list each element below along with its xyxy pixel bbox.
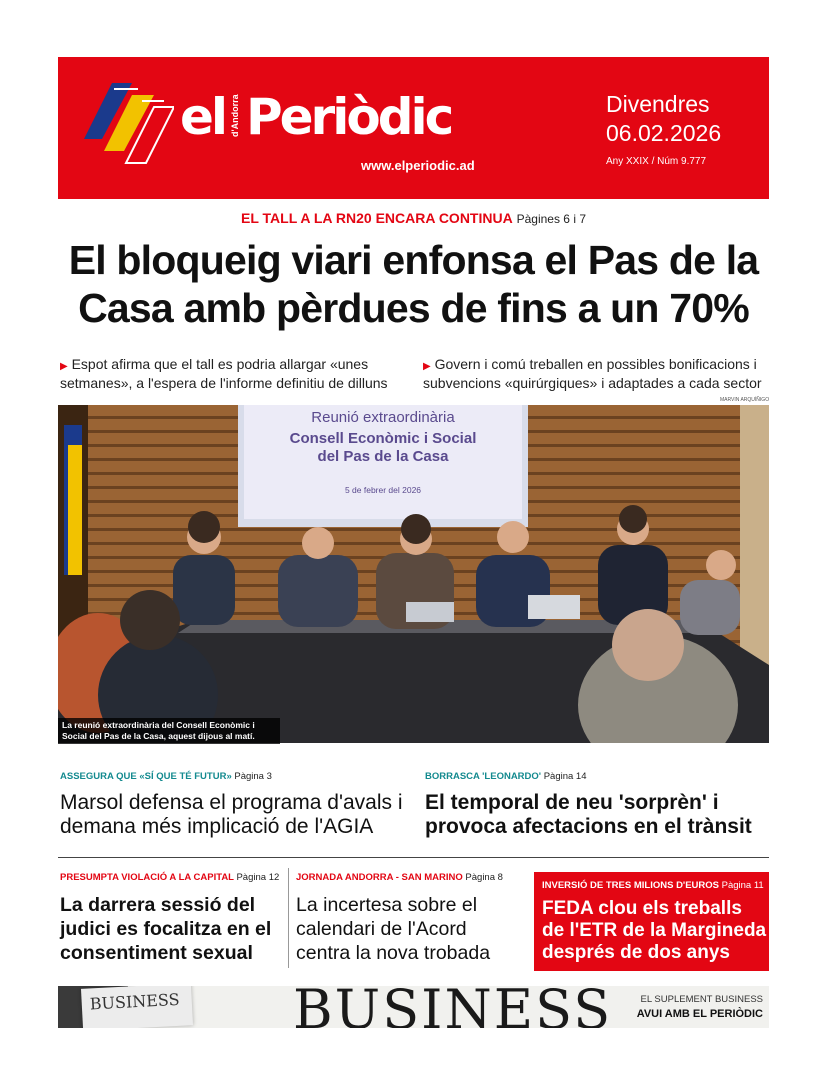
article-4-kicker [296,872,503,883]
masthead [58,57,769,199]
banner-big-title: BUSINESS [293,986,613,1028]
article-5-kicker [542,880,764,891]
screen-line-3: del Pas de la Casa [317,448,449,465]
article-2-page: Pàgina 14 [543,771,587,782]
site-url[interactable]: www.elperiodic.ad [361,158,475,173]
lead-bullet-1 [60,356,405,392]
lead-bullet-1-text: Espot afirma que el tall es podria allargar «unes setmanes», a l'espera de l'informe definitiu de dilluns [60,356,388,391]
logo-subtitle: d'Andorra [230,94,240,137]
article-4-page: Pàgina 8 [465,872,503,883]
article-2-title[interactable]: El temporal de neu 'sorprèn' i provoca afectacions en el trànsit [425,791,752,838]
article-4-title[interactable]: La incertesa sobre el calendari de l'Acord centra la nova trobada [296,894,491,964]
photo-caption: La reunió extraordinària del Consell Econòmic i Social del Pas de la Casa, aquest dijous al matí. [58,718,280,744]
article-1-page: Pàgina 3 [234,771,272,782]
business-supplement-banner[interactable] [58,986,769,1028]
screen-date: 5 de febrer del 2026 [344,485,422,495]
article-5-kicker-text: INVERSIÓ DE TRES MILIONS D'EUROS [542,880,719,891]
article-1-title[interactable]: Marsol defensa el programa d'avals i demana més implicació de l'AGIA [60,791,403,838]
article-5-box[interactable] [534,872,769,971]
issue-number: Any XXIX / Núm 9.777 [606,156,707,167]
lead-bullet-2-text: Govern i comú treballen en possibles bonificacions i subvencions «quirúrgiques» i adaptades a cada sector [423,356,762,391]
lead-kicker-pages: Pàgines 6 i 7 [516,212,586,226]
article-5-page: Pàgina 11 [721,880,764,891]
article-3-kicker [60,872,279,883]
banner-mini-title: BUSINESS [89,989,180,1014]
banner-line-2: AVUI AMB EL PERIÒDIC [636,1008,763,1020]
triangle-bullet-icon: ▶ [60,361,68,372]
section-divider [58,857,769,858]
screen-line-1: Reunió extraordinària [311,409,455,426]
logo-name: Periòdic [246,88,452,146]
article-2-kicker [425,771,587,782]
issue-day: Divendres [606,91,710,117]
article-2-kicker-text: BORRASCA 'LEONARDO' [425,771,542,782]
column-divider [288,868,289,968]
article-5-title[interactable]: FEDA clou els treballs de l'ETR de la Margineda després de dos anys [542,898,767,963]
banner-magazine-thumb [81,986,193,1028]
lead-bullet-2 [423,356,773,392]
article-4-kicker-text: JORNADA ANDORRA - SAN MARINO [296,872,463,883]
article-1-kicker [60,771,272,782]
lead-kicker [0,210,827,226]
lead-headline[interactable]: El bloqueig viari enfonsa el Pas de la Casa amb pèrdues de fins a un 70% [68,237,759,331]
andorra-flag-logo-icon [84,81,174,171]
article-1-kicker-text: ASSEGURA QUE «SÍ QUE TÉ FUTUR» [60,771,232,782]
banner-line-1: EL SUPLEMENT BUSINESS [640,994,763,1005]
article-3-title[interactable]: La darrera sessió del judici es focalitza en el consentiment sexual [60,894,272,964]
triangle-bullet-icon: ▶ [423,361,431,372]
screen-line-2: Consell Econòmic i Social [289,430,477,447]
article-3-page: Pàgina 12 [236,872,280,883]
logo-el: el [180,88,226,146]
photo-credit: MARVIN ARQUÍÑIGO [720,397,770,403]
lead-kicker-text: EL TALL A LA RN20 ENCARA CONTINUA [241,210,513,226]
article-3-kicker-text: PRESUMPTA VIOLACIÓ A LA CAPITAL [60,872,234,883]
lead-photo[interactable] [58,405,769,743]
issue-date: 06.02.2026 [606,120,722,146]
